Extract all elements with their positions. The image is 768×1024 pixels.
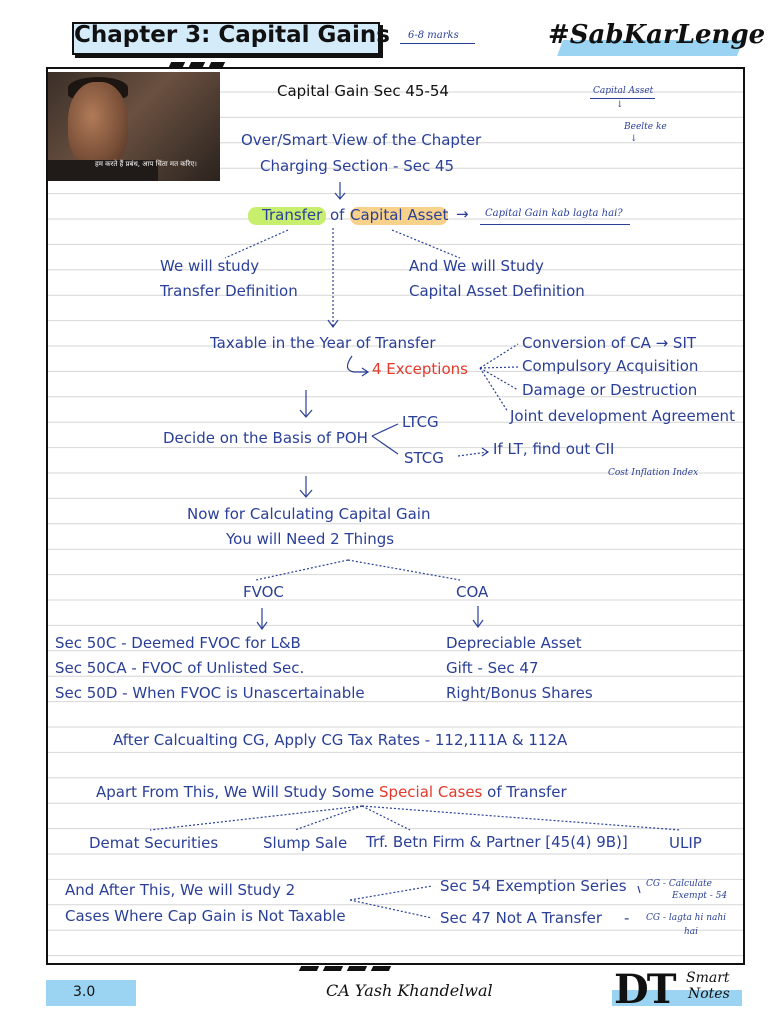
logo-dt: DT [614, 966, 675, 1013]
sec47-dash: - [624, 909, 630, 927]
dotted-connector [350, 900, 432, 918]
sec47-note-1: CG - lagta hi nahi [646, 913, 727, 923]
special-item: Slump Sale [263, 834, 348, 852]
special-item: Trf. Betn Firm & Partner [45(4) 9B)] [366, 833, 628, 851]
side-note-capital-asset: Capital Asset [593, 86, 654, 96]
study-transfer-line1: We will study [160, 257, 260, 275]
deco-dash [323, 966, 343, 971]
cii-note: Cost Inflation Index [608, 468, 699, 478]
fvoc-item: Sec 50C - Deemed FVOC for L&B [55, 634, 301, 652]
exception-item: Conversion of CA → SIT [522, 334, 697, 352]
dotted-connector [350, 886, 432, 900]
sec47-text: Sec 47 Not A Transfer [440, 909, 603, 927]
section-heading: Capital Gain Sec 45-54 [277, 82, 449, 100]
marks-note: 6-8 marks [408, 30, 459, 41]
connector [372, 424, 398, 436]
page-number: 3.0 [73, 984, 96, 1000]
side-note-arrow-2: ↓ [630, 134, 638, 144]
exception-item: Joint development Agreement [510, 407, 735, 425]
coa-item: Right/Bonus Shares [446, 684, 593, 702]
dotted-connector [362, 806, 680, 830]
deco-dash [299, 966, 319, 971]
poh-text: Decide on the Basis of POH [163, 429, 368, 447]
study-ca-line1: And We will Study [409, 257, 544, 275]
arrow-head [482, 448, 488, 456]
logo-notes: Notes [688, 986, 730, 1002]
calc-line2: You will Need 2 Things [226, 530, 395, 548]
charging-section-text: Charging Section - Sec 45 [260, 157, 455, 175]
study-transfer-line2: Transfer Definition [160, 282, 298, 300]
special-post: of Transfer [487, 783, 567, 801]
fvoc-item: Sec 50D - When FVOC is Unascertainable [55, 684, 365, 702]
side-note-beelte: Beelte ke [624, 122, 667, 132]
taxable-year-text: Taxable in the Year of Transfer [210, 334, 436, 352]
hashtag: #SabKarLenge [548, 20, 766, 50]
transfer-note: Capital Gain kab lagta hai? [485, 208, 623, 219]
fvoc-label: FVOC [243, 583, 284, 601]
note-tick [638, 886, 640, 893]
sec47-note-2: hai [684, 927, 699, 937]
dotted-connector [480, 368, 518, 390]
special-item: Demat Securities [89, 834, 219, 852]
final-line1: And After This, We will Study 2 [65, 881, 296, 899]
coa-label: COA [456, 583, 489, 601]
exceptions-text: 4 Exceptions [372, 360, 468, 378]
capital-asset-word: Capital Asset [350, 206, 449, 224]
special-red: Special Cases [379, 783, 483, 801]
of-word: of [330, 206, 345, 224]
photo-caption: हम करते हैं प्रबंध, आप चिंता मत करिए। [95, 160, 197, 168]
fvoc-item: Sec 50CA - FVOC of Unlisted Sec. [55, 659, 305, 677]
coa-item: Depreciable Asset [446, 634, 582, 652]
small-arrow: → [456, 205, 469, 223]
sec54-note-2: Exempt - 54 [672, 891, 728, 901]
dotted-connector [348, 560, 460, 580]
dotted-connector [256, 560, 348, 580]
connector [372, 436, 398, 454]
exception-item: Damage or Destruction [522, 381, 698, 399]
tax-rates-text: After Calcualting CG, Apply CG Tax Rates - 112,111A & 112A [113, 731, 568, 749]
exception-item: Compulsory Acquisition [522, 357, 699, 375]
sec54-text: Sec 54 Exemption Series [440, 877, 627, 895]
logo-smart: Smart [686, 970, 730, 986]
dotted-connector [392, 230, 460, 258]
side-note-arrow: ↓ [616, 100, 624, 110]
deco-dash [347, 966, 367, 971]
calc-line1: Now for Calculating Capital Gain [187, 505, 431, 523]
sec54-note-1: CG - Calculate [646, 879, 712, 889]
coa-item: Gift - Sec 47 [446, 659, 539, 677]
special-pre: Apart From This, We Will Study Some [96, 783, 375, 801]
author-signature: CA Yash Khandelwal [326, 981, 493, 1000]
dotted-connector [480, 368, 508, 412]
stcg-text: STCG [404, 449, 444, 467]
special-item: ULIP [669, 834, 702, 852]
transfer-word: Transfer [262, 206, 323, 224]
dotted-connector [480, 367, 518, 368]
dotted-connector [225, 230, 288, 258]
final-line2: Cases Where Cap Gain is Not Taxable [65, 907, 346, 925]
study-ca-line2: Capital Asset Definition [409, 282, 585, 300]
cii-text: If LT, find out CII [493, 440, 615, 458]
ltcg-text: LTCG [402, 413, 439, 431]
dotted-connector [480, 344, 518, 368]
deco-dash [371, 966, 391, 971]
overview-text: Over/Smart View of the Chapter [241, 131, 482, 149]
page-title: Chapter 3: Capital Gains [74, 22, 390, 48]
